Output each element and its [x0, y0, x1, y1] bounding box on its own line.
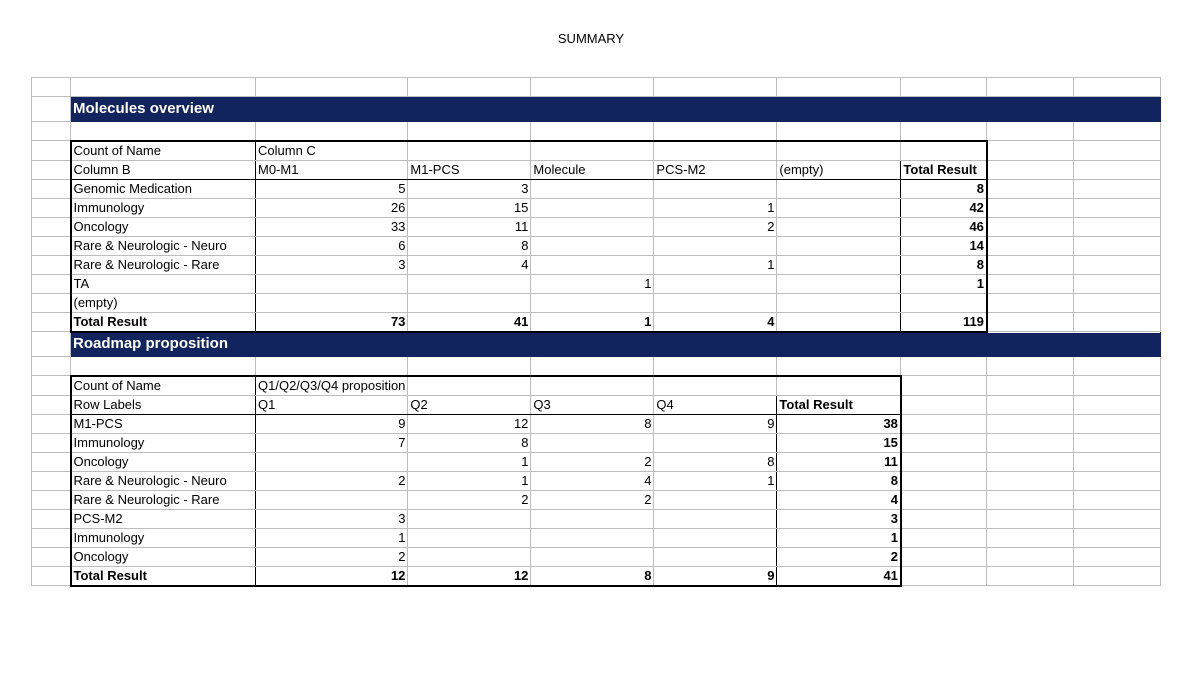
- pivot1-row-total[interactable]: 1: [901, 274, 987, 293]
- pivot1-row-label[interactable]: Rare & Neurologic - Neuro: [71, 236, 256, 255]
- pivot2-row-label[interactable]: Rare & Neurologic - Neuro: [71, 471, 256, 490]
- pivot1-total-cell[interactable]: 73: [256, 312, 408, 332]
- pivot1-col-header-total[interactable]: Total Result: [901, 160, 987, 179]
- pivot1-data-row: [32, 217, 1161, 236]
- pivot2-cell[interactable]: [531, 509, 654, 528]
- pivot2-row-label[interactable]: Oncology: [71, 452, 256, 471]
- pivot1-row-label[interactable]: (empty): [71, 293, 256, 312]
- pivot1-cell[interactable]: 1: [531, 274, 654, 293]
- pivot2-row-label[interactable]: Rare & Neurologic - Rare: [71, 490, 256, 509]
- pivot2-col-header[interactable]: Q2: [408, 395, 531, 414]
- pivot1-cell[interactable]: [408, 274, 531, 293]
- pivot1-row-total[interactable]: 14: [901, 236, 987, 255]
- pivot1-total-cell[interactable]: [777, 312, 901, 332]
- pivot2-total-cell[interactable]: 12: [256, 566, 408, 586]
- pivot1-row-total[interactable]: 46: [901, 217, 987, 236]
- pivot2-cell[interactable]: 2: [531, 452, 654, 471]
- pivot2-corner-label[interactable]: Count of Name: [71, 376, 256, 396]
- pivot1-cell[interactable]: [256, 293, 408, 312]
- pivot1-corner-label[interactable]: Count of Name: [71, 141, 256, 161]
- pivot1-cell[interactable]: 33: [256, 217, 408, 236]
- pivot2-header-row: [32, 376, 1161, 396]
- pivot1-cell[interactable]: 4: [408, 255, 531, 274]
- pivot2-data-row: [32, 490, 1161, 509]
- pivot2-total-label[interactable]: Total Result: [71, 566, 256, 586]
- pivot1-cell[interactable]: 2: [654, 217, 777, 236]
- pivot1-row-total[interactable]: 8: [901, 179, 987, 198]
- pivot1-data-row: [32, 293, 1161, 312]
- pivot2-total-cell[interactable]: 12: [408, 566, 531, 586]
- sheet-row: [32, 122, 1161, 141]
- pivot1-row-label[interactable]: Genomic Medication: [71, 179, 256, 198]
- pivot2-total-cell[interactable]: 9: [654, 566, 777, 586]
- pivot2-data-row: [32, 452, 1161, 471]
- pivot1-total-cell[interactable]: 4: [654, 312, 777, 332]
- pivot1-row-label[interactable]: TA: [71, 274, 256, 293]
- pivot1-data-row: [32, 236, 1161, 255]
- pivot2-row-total[interactable]: 11: [777, 452, 901, 471]
- pivot1-cell[interactable]: [531, 198, 654, 217]
- pivot2-cell[interactable]: 1: [408, 452, 531, 471]
- pivot2-cell[interactable]: 8: [408, 433, 531, 452]
- pivot1-cell[interactable]: [531, 293, 654, 312]
- pivot1-cell[interactable]: [531, 236, 654, 255]
- pivot2-total-row: [32, 566, 1161, 586]
- pivot2-row-total[interactable]: 15: [777, 433, 901, 452]
- section-title-molecules-overview: Molecules overview: [73, 100, 214, 117]
- sheet-row: [32, 357, 1161, 376]
- pivot2-column-header-row: [32, 395, 1161, 414]
- section-title-roadmap-proposition: Roadmap proposition: [73, 335, 228, 353]
- pivot1-cell[interactable]: [408, 293, 531, 312]
- pivot1-cell[interactable]: [654, 179, 777, 198]
- pivot1-data-row: [32, 274, 1161, 293]
- pivot1-cell[interactable]: 26: [256, 198, 408, 217]
- pivot1-cell[interactable]: [777, 274, 901, 293]
- pivot1-cell[interactable]: [777, 236, 901, 255]
- pivot1-cell[interactable]: [777, 293, 901, 312]
- pivot2-cell[interactable]: 9: [256, 414, 408, 433]
- pivot1-col-header[interactable]: (empty): [777, 160, 901, 179]
- pivot1-row-total[interactable]: 42: [901, 198, 987, 217]
- pivot2-cell[interactable]: [654, 547, 777, 566]
- pivot1-total-cell[interactable]: 1: [531, 312, 654, 332]
- pivot1-data-row: [32, 179, 1161, 198]
- pivot2-col-header[interactable]: Q3: [531, 395, 654, 414]
- pivot1-cell[interactable]: 11: [408, 217, 531, 236]
- pivot1-cell[interactable]: [531, 255, 654, 274]
- pivot1-cell[interactable]: 6: [256, 236, 408, 255]
- pivot2-cell[interactable]: 8: [531, 414, 654, 433]
- pivot1-row-field[interactable]: Column B: [71, 160, 256, 179]
- pivot1-col-header[interactable]: Molecule: [531, 160, 654, 179]
- pivot1-total-cell[interactable]: 41: [408, 312, 531, 332]
- pivot2-data-row: [32, 528, 1161, 547]
- pivot1-cell[interactable]: [777, 255, 901, 274]
- pivot1-cell[interactable]: 3: [256, 255, 408, 274]
- pivot2-row-total[interactable]: 1: [777, 528, 901, 547]
- pivot1-cell[interactable]: [654, 293, 777, 312]
- pivot2-cell[interactable]: [654, 509, 777, 528]
- pivot2-cell[interactable]: 9: [654, 414, 777, 433]
- pivot2-cell[interactable]: 2: [408, 490, 531, 509]
- pivot2-cell[interactable]: 1: [408, 471, 531, 490]
- pivot1-cell[interactable]: [531, 217, 654, 236]
- pivot1-header-row: [32, 141, 1161, 161]
- pivot2-cell[interactable]: 12: [408, 414, 531, 433]
- pivot2-cell[interactable]: 4: [531, 471, 654, 490]
- pivot2-cell[interactable]: [408, 528, 531, 547]
- pivot2-row-label[interactable]: M1-PCS: [71, 414, 256, 433]
- pivot1-cell[interactable]: 5: [256, 179, 408, 198]
- sheet-row: [32, 78, 1161, 97]
- pivot1-column-field[interactable]: Column C: [256, 141, 408, 161]
- spreadsheet-grid: [31, 77, 1161, 587]
- pivot1-data-row: [32, 255, 1161, 274]
- pivot2-row-label[interactable]: Oncology: [71, 547, 256, 566]
- pivot1-total-row: [32, 312, 1161, 332]
- pivot1-cell[interactable]: [777, 217, 901, 236]
- pivot2-data-row: [32, 433, 1161, 452]
- pivot2-row-field[interactable]: Row Labels: [71, 395, 256, 414]
- pivot2-cell[interactable]: 2: [256, 547, 408, 566]
- pivot2-row-label[interactable]: PCS-M2: [71, 509, 256, 528]
- pivot1-cell[interactable]: 3: [408, 179, 531, 198]
- pivot1-cell[interactable]: 15: [408, 198, 531, 217]
- pivot1-data-row: [32, 198, 1161, 217]
- pivot2-row-label[interactable]: Immunology: [71, 528, 256, 547]
- pivot2-cell[interactable]: [654, 528, 777, 547]
- pivot1-col-header[interactable]: PCS-M2: [654, 160, 777, 179]
- pivot2-cell[interactable]: [408, 509, 531, 528]
- pivot1-cell[interactable]: [777, 179, 901, 198]
- pivot2-row-total[interactable]: 8: [777, 471, 901, 490]
- pivot2-cell[interactable]: 7: [256, 433, 408, 452]
- pivot2-row-total[interactable]: 3: [777, 509, 901, 528]
- pivot1-row-label[interactable]: Oncology: [71, 217, 256, 236]
- pivot2-cell[interactable]: 1: [256, 528, 408, 547]
- pivot2-data-row: [32, 547, 1161, 566]
- pivot2-cell[interactable]: [531, 528, 654, 547]
- pivot2-total-cell[interactable]: 8: [531, 566, 654, 586]
- pivot2-col-header-total[interactable]: Total Result: [777, 395, 901, 414]
- pivot1-cell[interactable]: [531, 179, 654, 198]
- pivot2-col-header[interactable]: Q1: [256, 395, 408, 414]
- pivot1-grand-total[interactable]: 119: [901, 312, 987, 332]
- section-band-molecules: [32, 97, 1161, 122]
- pivot2-row-label[interactable]: Immunology: [71, 433, 256, 452]
- pivot2-data-row: [32, 414, 1161, 433]
- pivot2-cell[interactable]: [654, 490, 777, 509]
- pivot2-cell[interactable]: 1: [654, 471, 777, 490]
- pivot2-data-row: [32, 509, 1161, 528]
- section-band-roadmap: [32, 332, 1161, 357]
- pivot2-cell[interactable]: [531, 433, 654, 452]
- pivot2-cell[interactable]: [256, 452, 408, 471]
- pivot1-row-total[interactable]: 8: [901, 255, 987, 274]
- pivot2-cell[interactable]: [256, 490, 408, 509]
- page-title: SUMMARY: [557, 31, 625, 46]
- pivot1-cell[interactable]: [256, 274, 408, 293]
- pivot1-row-label[interactable]: Rare & Neurologic - Rare: [71, 255, 256, 274]
- pivot1-col-header[interactable]: M1-PCS: [408, 160, 531, 179]
- pivot1-cell[interactable]: 1: [654, 198, 777, 217]
- pivot1-cell[interactable]: 1: [654, 255, 777, 274]
- pivot1-column-header-row: [32, 160, 1161, 179]
- pivot1-row-total[interactable]: [901, 293, 987, 312]
- pivot2-column-field[interactable]: Q1/Q2/Q3/Q4 proposition: [256, 376, 408, 396]
- pivot2-cell[interactable]: 2: [531, 490, 654, 509]
- pivot1-cell[interactable]: [654, 274, 777, 293]
- pivot1-col-header[interactable]: M0-M1: [256, 160, 408, 179]
- pivot2-row-total[interactable]: 38: [777, 414, 901, 433]
- pivot2-data-row: [32, 471, 1161, 490]
- pivot2-grand-total[interactable]: 41: [777, 566, 901, 586]
- pivot2-cell[interactable]: 8: [654, 452, 777, 471]
- pivot1-cell[interactable]: [654, 236, 777, 255]
- pivot2-row-total[interactable]: 4: [777, 490, 901, 509]
- pivot2-row-total[interactable]: 2: [777, 547, 901, 566]
- pivot2-cell[interactable]: [408, 547, 531, 566]
- pivot2-col-header[interactable]: Q4: [654, 395, 777, 414]
- pivot2-cell[interactable]: 3: [256, 509, 408, 528]
- pivot1-total-label[interactable]: Total Result: [71, 312, 256, 332]
- pivot1-cell[interactable]: [777, 198, 901, 217]
- pivot2-cell[interactable]: [531, 547, 654, 566]
- pivot1-row-label[interactable]: Immunology: [71, 198, 256, 217]
- pivot1-cell[interactable]: 8: [408, 236, 531, 255]
- pivot2-cell[interactable]: 2: [256, 471, 408, 490]
- pivot2-cell[interactable]: [654, 433, 777, 452]
